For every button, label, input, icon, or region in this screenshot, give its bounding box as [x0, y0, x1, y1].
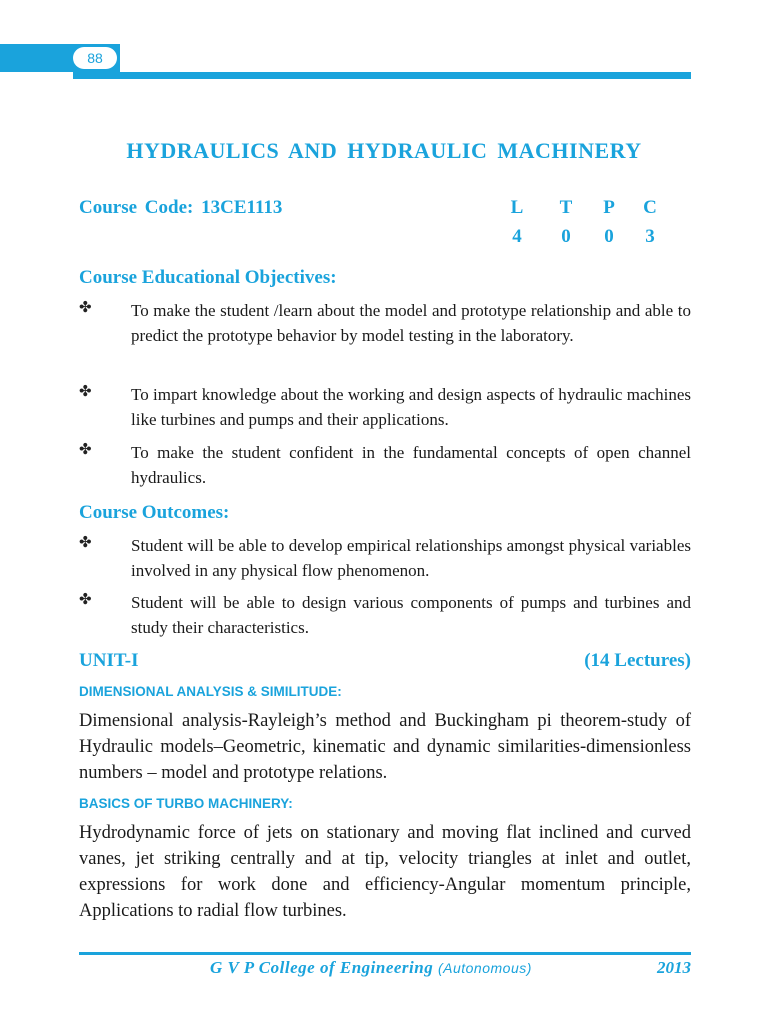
- footer-college: [210, 958, 532, 978]
- objective-text: To make the student confident in the fundamental concepts of open channel hydraulics.: [131, 443, 691, 487]
- course-code: Course Code: 13CE1113: [79, 197, 283, 218]
- objectives-heading: Course Educational Objectives:: [79, 267, 337, 288]
- outcome-item: [79, 533, 691, 583]
- ltpc-value-t: 0: [561, 226, 571, 247]
- autonomous-label: (Autonomous): [437, 960, 532, 976]
- bullet-icon: ✤: [79, 384, 92, 400]
- ltpc-header-l: L: [510, 197, 524, 218]
- objective-item: [79, 382, 691, 432]
- footer-rule: [79, 952, 691, 955]
- section-text: Dimensional analysis-Rayleigh’s method and Buckingham pi theorem-study of Hydraulic models–Geometric, kinematic and dynamic similarities-dimensionless numbers – model and prototype relations.: [79, 711, 691, 783]
- ltpc-value-p: 0: [604, 226, 614, 247]
- objective-item: [79, 298, 691, 348]
- bullet-icon: ✤: [79, 592, 92, 608]
- unit-title: UNIT-I: [79, 650, 139, 671]
- unit-heading: [79, 650, 691, 672]
- outcome-text: Student will be able to design various components of pumps and turbines and study their characteristics.: [131, 593, 691, 637]
- college-name: G V P College of Engineering: [210, 958, 434, 977]
- section-heading: BASICS OF TURBO MACHINERY:: [79, 796, 293, 811]
- objective-text: To make the student /learn about the model and prototype relationship and able to predict the prototype behavior by model testing in the laboratory.: [131, 301, 691, 345]
- ltpc-value-c: 3: [645, 226, 655, 247]
- bullet-icon: ✤: [79, 535, 92, 551]
- footer-year: 2013: [657, 958, 691, 977]
- outcome-text: Student will be able to develop empirical relationships amongst physical variables involved in any physical flow phenomenon.: [131, 536, 691, 580]
- ltpc-header-c: C: [643, 197, 657, 218]
- header-rule: [73, 72, 691, 79]
- objective-item: [79, 440, 691, 490]
- bullet-icon: ✤: [79, 442, 92, 458]
- page-title: HYDRAULICS AND HYDRAULIC MACHINERY: [126, 138, 642, 163]
- section-heading: DIMENSIONAL ANALYSIS & SIMILITUDE:: [79, 684, 342, 699]
- page-number: 88: [87, 50, 103, 66]
- bullet-icon: ✤: [79, 300, 92, 316]
- outcomes-heading: Course Outcomes:: [79, 502, 230, 523]
- unit-lectures: (14 Lectures): [584, 650, 691, 671]
- outcome-item: [79, 590, 691, 640]
- page-number-badge: [73, 47, 117, 69]
- ltpc-header-p: P: [603, 197, 615, 218]
- ltpc-header-t: T: [559, 197, 573, 218]
- section-text: Hydrodynamic force of jets on stationary and moving flat inclined and curved vanes, jet striking centrally and at tip, velocity triangles at inlet and outlet, expressions for work done and efficiency-Angular momentum principle, Applications to radial flow turbines.: [79, 823, 691, 921]
- ltpc-value-l: 4: [512, 226, 522, 247]
- objective-text: To impart knowledge about the working and design aspects of hydraulic machines like turbines and pumps and their applications.: [131, 385, 691, 429]
